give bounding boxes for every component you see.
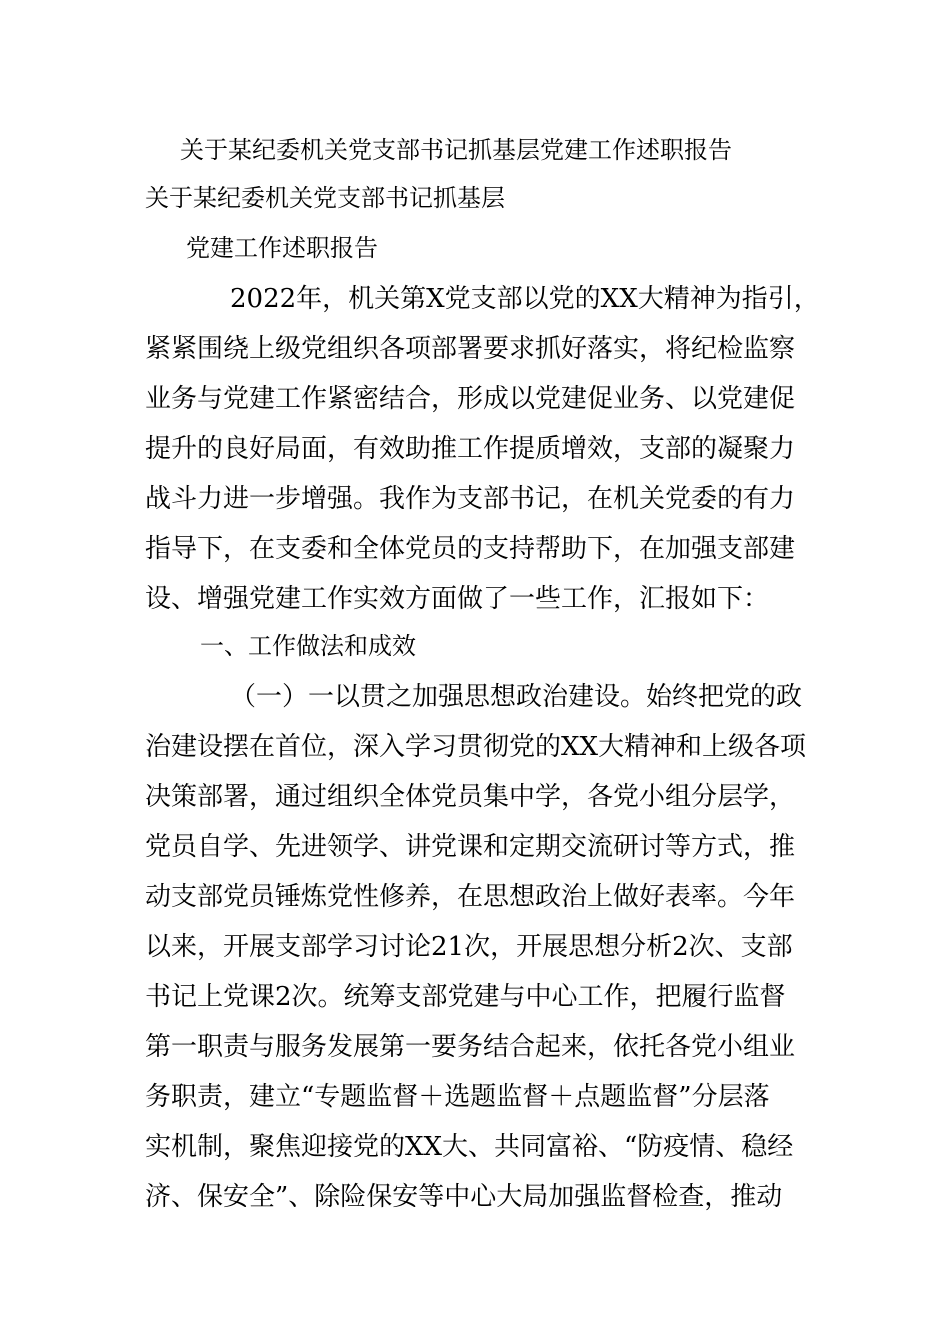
paragraph-2-line: （一）一以贯之加强思想政治建设。始终把党的政 [230,682,803,712]
paragraph-2-line: 动支部党员锤炼党性修养，在思想政治上做好表率。今年 [145,882,796,912]
paragraph-1-line: 设、增强党建工作实效方面做了一些工作，汇报如下： [145,584,770,614]
document-title: 关于某纪委机关党支部书记抓基层党建工作述职报告 [180,136,732,164]
paragraph-2-line: 务职责，建立“专题监督＋选题监督＋点题监督”分层落 [145,1082,770,1112]
heading-line-2: 党建工作述职报告 [186,234,378,262]
paragraph-1-line: 提升的良好局面，有效助推工作提质增效，支部的凝聚力 [145,434,796,464]
section-1-heading: 一、工作做法和成效 [200,632,416,660]
paragraph-1-line: 2022年，机关第X党支部以党的XX大精神为指引， [230,284,820,314]
paragraph-1-line: 指导下，在支委和全体党员的支持帮助下，在加强支部建 [145,534,796,564]
heading-line-1: 关于某纪委机关党支部书记抓基层 [145,184,505,212]
paragraph-1-line: 紧紧围绕上级党组织各项部署要求抓好落实，将纪检监察 [145,334,796,364]
paragraph-1-line: 业务与党建工作紧密结合，形成以党建促业务、以党建促 [145,384,796,414]
paragraph-2-line: 第一职责与服务发展第一要务结合起来，依托各党小组业 [145,1032,796,1062]
paragraph-2-line: 党员自学、先进领学、讲党课和定期交流研讨等方式，推 [145,832,796,862]
paragraph-2-line: 书记上党课2次。统筹支部党建与中心工作，把履行监督 [145,982,786,1012]
paragraph-2-line: 实机制，聚焦迎接党的XX大、共同富裕、“防疫情、稳经 [145,1132,794,1162]
paragraph-2-line: 决策部署，通过组织全体党员集中学，各党小组分层学， [145,782,796,812]
paragraph-2-line: 济、保安全”、除险保安等中心大局加强监督检查，推动 [145,1182,783,1212]
paragraph-2-line: 以来，开展支部学习讨论21次，开展思想分析2次、支部 [145,932,793,962]
paragraph-1-line: 战斗力进一步增强。我作为支部书记，在机关党委的有力 [145,484,796,514]
paragraph-2-line: 治建设摆在首位，深入学习贯彻党的XX大精神和上级各项 [145,732,807,762]
